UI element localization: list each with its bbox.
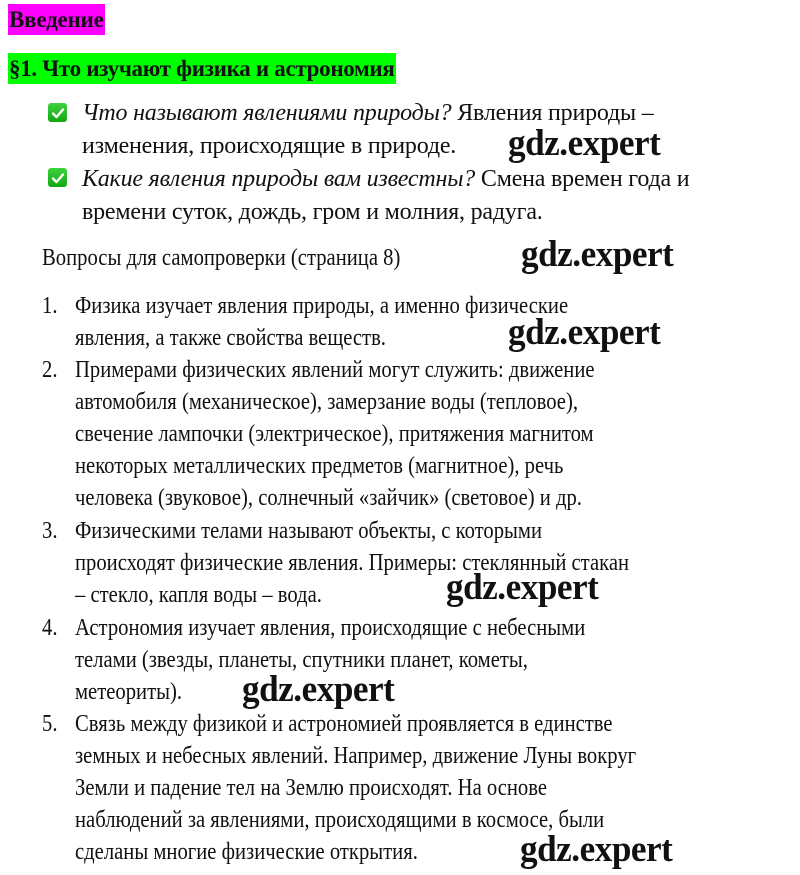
answer-3-line: происходят физические явления. Примеры: стеклянный стакан [75, 550, 630, 576]
checkbox-checked-icon [48, 168, 67, 187]
answer-number: 4. [42, 615, 58, 641]
answer-2-line: автомобиля (механическое), замерзание воды (тепловое), [75, 389, 578, 415]
watermark: gdz.expert [508, 123, 661, 164]
answer-2-line: некоторых металлических предметов (магнитное), речь [75, 453, 564, 479]
watermark: gdz.expert [242, 669, 395, 710]
watermark: gdz.expert [521, 234, 674, 275]
answer-5-line: Земли и падение тел на Землю происходят. На основе [75, 775, 548, 801]
watermark: gdz.expert [508, 312, 661, 353]
checklist-item-2-line2: времени суток, дождь, гром и молния, радуга. [82, 199, 543, 225]
watermark: gdz.expert [520, 829, 673, 870]
answer-1-line: Физика изучает явления природы, а именно физические [75, 293, 569, 319]
checkbox-checked-icon [48, 103, 67, 122]
answer-text: Смена времен года и [475, 166, 690, 192]
answer-number: 1. [42, 293, 58, 319]
self-check-title: Вопросы для самопроверки (страница 8) [42, 245, 401, 271]
answer-3-line: – стекло, капля воды – вода. [75, 582, 322, 608]
answer-number: 3. [42, 518, 58, 544]
answer-2-line: свечение лампочки (электрическое), притяжения магнитом [75, 421, 594, 447]
answer-3-line: Физическими телами называют объекты, с которыми [75, 518, 543, 544]
section-heading: §1. Что изучают физика и астрономия [8, 53, 396, 84]
answer-1-line: явления, а также свойства веществ. [75, 325, 386, 351]
answer-number: 2. [42, 357, 58, 383]
answer-5-line: земных и небесных явлений. Например, движение Луны вокруг [75, 743, 637, 769]
answer-5-line: наблюдений за явлениями, происходящими в космосе, были [75, 807, 605, 833]
answer-text: Явления природы – [451, 100, 654, 126]
answer-4-line: телами (звезды, планеты, спутники планет, кометы, [75, 647, 528, 673]
answer-2-line: Примерами физических явлений могут служить: движение [75, 357, 595, 383]
answer-5-line: Связь между физикой и астрономией проявляется в единстве [75, 711, 613, 737]
answer-4-line: метеориты). [75, 679, 183, 705]
answer-2-line: человека (звуковое), солнечный «зайчик» (световое) и др. [75, 485, 582, 511]
answer-5-line: сделаны многие физические открытия. [75, 839, 418, 865]
answer-number: 5. [42, 711, 58, 737]
watermark: gdz.expert [446, 567, 599, 608]
checklist-item-2-line1 [82, 163, 689, 195]
question-text: Какие явления природы вам известны? [82, 166, 476, 192]
question-text: Что называют явлениями природы? [82, 100, 452, 126]
chapter-heading: Введение [8, 4, 105, 35]
checklist-item-1-line2: изменения, происходящие в природе. [82, 133, 457, 159]
answer-4-line: Астрономия изучает явления, происходящие с небесными [75, 615, 586, 641]
